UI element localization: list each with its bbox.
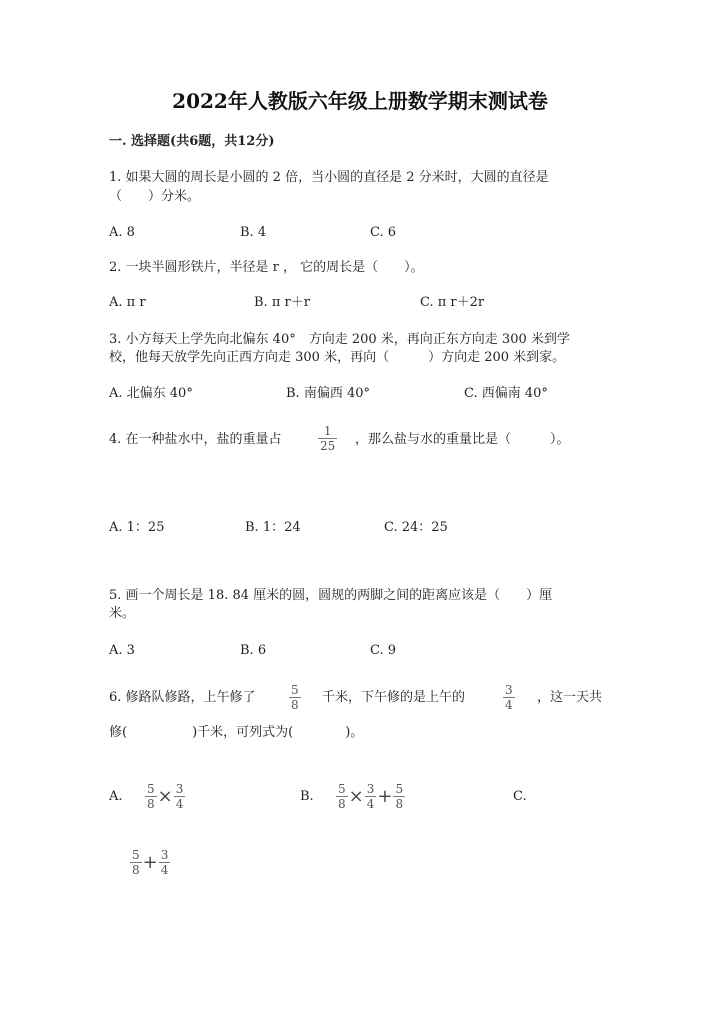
operator: × bbox=[348, 785, 364, 807]
numerator: 5 bbox=[291, 683, 299, 697]
operator: + bbox=[142, 851, 158, 873]
q1-option-a: A. 8 bbox=[109, 225, 135, 240]
q6-option-a-expression bbox=[145, 781, 185, 811]
question-1-text: 1. 如果大圆的周长是小圆的 2 倍，当小圆的直径是 2 分米时，大圆的直径是 bbox=[109, 170, 549, 185]
denominator: 8 bbox=[395, 797, 404, 811]
q2-option-a: A. π r bbox=[109, 295, 146, 310]
section-heading: 一. 选择题(共6题，共12分) bbox=[109, 134, 275, 149]
numerator: 3 bbox=[175, 782, 184, 796]
q6-option-b-expression bbox=[336, 781, 405, 811]
q6-option-a-label: A. bbox=[109, 789, 123, 804]
q3-option-b: B. 南偏西 40° bbox=[286, 386, 370, 401]
q4-option-c: C. 24：25 bbox=[384, 520, 448, 535]
question-4-text: 4. 在一种盐水中，盐的重量占 bbox=[109, 432, 282, 447]
q3-option-c: C. 西偏南 40° bbox=[464, 386, 548, 401]
question-6-text: 6. 修路队修路，上午修了 bbox=[109, 690, 256, 705]
q1-option-b: B. 4 bbox=[240, 225, 267, 240]
q2-option-b: B. π r＋r bbox=[254, 295, 310, 310]
page-title: 2022年人教版六年级上册数学期末测试卷 bbox=[172, 89, 548, 113]
denominator: 4 bbox=[366, 797, 375, 811]
numerator: 5 bbox=[132, 848, 140, 862]
numerator: 1 bbox=[323, 424, 332, 438]
numerator: 3 bbox=[505, 683, 513, 697]
q4-option-b: B. 1：24 bbox=[245, 520, 301, 535]
q2-option-c: C. π r＋2r bbox=[420, 295, 485, 310]
question-4-text-cont: ，那么盐与水的重量比是（ ）。 bbox=[355, 432, 570, 447]
q1-option-c: C. 6 bbox=[370, 225, 397, 240]
operator: + bbox=[377, 785, 393, 807]
denominator: 8 bbox=[147, 797, 155, 811]
numerator: 3 bbox=[366, 782, 375, 796]
denominator: 8 bbox=[132, 863, 140, 877]
q5-option-b: B. 6 bbox=[240, 643, 267, 658]
q5-option-c: C. 9 bbox=[370, 643, 397, 658]
question-6-text-after: ，这一天共 bbox=[537, 690, 603, 705]
question-2-text: 2. 一块半圆形铁片，半径是 r ， 它的周长是（ ）。 bbox=[109, 260, 424, 275]
denominator: 25 bbox=[320, 439, 336, 453]
numerator: 5 bbox=[395, 782, 404, 796]
q3-option-a: A. 北偏东 40° bbox=[109, 386, 193, 401]
q6-fraction-2 bbox=[503, 683, 515, 712]
q6-option-c-label: C. bbox=[513, 789, 527, 804]
question-3-text-cont: 校，他每天放学先向正西方向走 300 米，再向（ ）方向走 200 米到家。 bbox=[109, 350, 566, 365]
question-3-text: 3. 小方每天上学先向北偏东 40° 方向走 200 米，再向正东方向走 300 米到学 bbox=[109, 332, 570, 347]
q6-option-b-label: B. bbox=[300, 789, 314, 804]
q6-option-c-expression bbox=[130, 847, 170, 877]
question-5-text-cont: 米。 bbox=[109, 606, 136, 621]
denominator: 4 bbox=[160, 863, 169, 877]
q4-option-a: A. 1：25 bbox=[109, 520, 165, 535]
denominator: 8 bbox=[338, 797, 346, 811]
numerator: 3 bbox=[160, 848, 169, 862]
question-6-text-cont: 修( )千米，可列式为( )。 bbox=[109, 725, 364, 740]
numerator: 5 bbox=[147, 782, 155, 796]
question-1-text-cont: （ ）分米。 bbox=[109, 189, 201, 204]
denominator: 8 bbox=[291, 698, 299, 712]
q5-option-a: A. 3 bbox=[109, 643, 135, 658]
q6-fraction-1 bbox=[289, 683, 301, 712]
question-6-text-middle: 千米，下午修的是上午的 bbox=[322, 690, 466, 705]
denominator: 4 bbox=[175, 797, 184, 811]
q4-fraction bbox=[318, 424, 337, 453]
denominator: 4 bbox=[505, 698, 513, 712]
operator: × bbox=[157, 785, 173, 807]
numerator: 5 bbox=[338, 782, 346, 796]
question-5-text: 5. 画一个周长是 18. 84 厘米的圆，圆规的两脚之间的距离应该是（ ）厘 bbox=[109, 588, 553, 603]
